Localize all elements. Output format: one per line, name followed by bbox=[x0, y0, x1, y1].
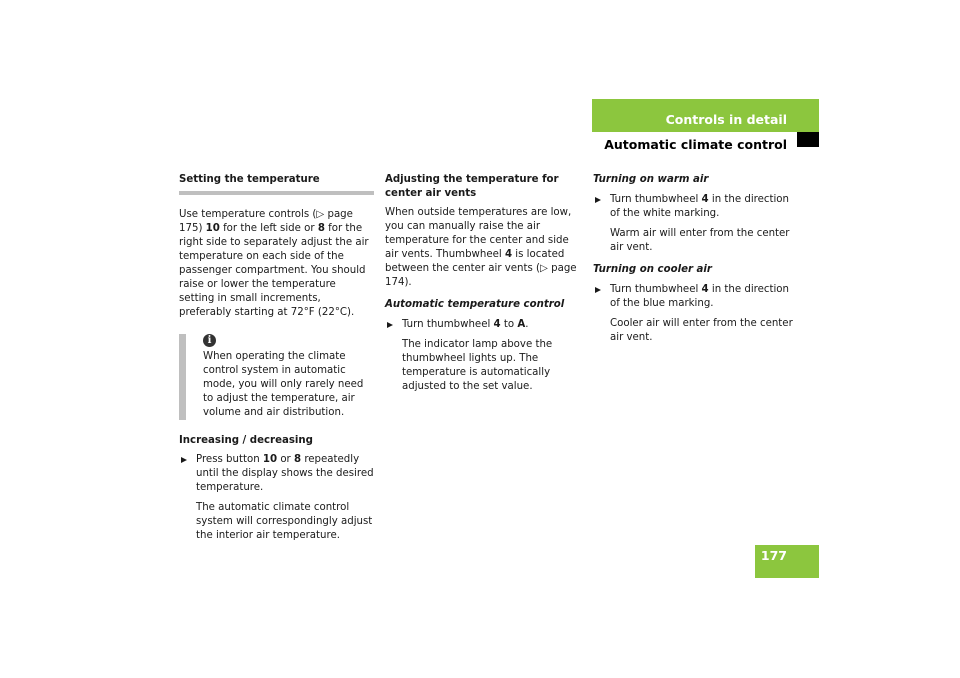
bold-reference: 4 bbox=[701, 194, 709, 205]
header-marker bbox=[797, 132, 819, 147]
instruction-step bbox=[593, 283, 793, 311]
step-result: The indicator lamp above the thumbwheel lights up. The temperature is automatically adjusted to the set value. bbox=[402, 339, 553, 392]
step-text bbox=[610, 194, 789, 219]
text-run: page 175) bbox=[179, 209, 353, 234]
text-run: repeatedly until the display shows the desired temperature. bbox=[196, 454, 374, 493]
text-run: . bbox=[525, 319, 529, 330]
text-run: Use temperature controls ( bbox=[179, 209, 317, 220]
page-header bbox=[592, 99, 819, 152]
intro-paragraph bbox=[179, 208, 374, 320]
note-text: When operating the climate control system in automatic mode, you will only rarely need to adjust the temperature, air volume and air distribution. bbox=[203, 351, 364, 418]
bold-reference: 4 bbox=[493, 319, 501, 330]
heading-automatic-control: Automatic temperature control bbox=[385, 299, 565, 310]
text-run: page 174). bbox=[385, 263, 577, 288]
step-text bbox=[402, 319, 528, 330]
bold-reference: 8 bbox=[293, 454, 302, 465]
column-middle bbox=[385, 173, 585, 402]
text-run: to bbox=[500, 319, 518, 330]
bold-reference: 4 bbox=[504, 249, 513, 260]
text-run: for the right side to separately adjust the air temperature on each side of the passenger compartment. You should raise or lower the temperature setting in small increments, preferably starting at 72°F (22°C). bbox=[179, 223, 369, 318]
section-subtitle: Automatic climate control bbox=[604, 137, 787, 152]
page-number: 177 bbox=[760, 548, 787, 563]
step-result: Warm air will enter from the center air vent. bbox=[610, 228, 790, 253]
arrow-bullet-icon bbox=[181, 457, 187, 463]
section-title: Controls in detail bbox=[665, 112, 787, 127]
text-run: or bbox=[277, 454, 294, 465]
info-icon: i bbox=[203, 334, 216, 347]
heading-warm-air: Turning on warm air bbox=[593, 174, 709, 185]
heading-setting-temperature: Setting the temperature bbox=[179, 173, 374, 195]
column-right bbox=[593, 173, 793, 353]
info-note bbox=[179, 334, 374, 420]
step-text bbox=[610, 284, 789, 309]
page-number-tab bbox=[755, 545, 819, 578]
header-tab bbox=[592, 99, 819, 132]
arrow-bullet-icon bbox=[595, 287, 601, 293]
text-run: in the direction of the white marking. bbox=[610, 194, 789, 219]
arrow-bullet-icon bbox=[387, 322, 393, 328]
text-run: ▷ bbox=[540, 263, 548, 274]
text-run: Press button bbox=[196, 454, 263, 465]
text-run: When outside temperatures are low, you can manually raise the air temperature for the center and side air vents. Thumbwheel bbox=[385, 207, 572, 260]
text-run: Turn thumbwheel bbox=[610, 284, 702, 295]
arrow-bullet-icon bbox=[595, 197, 601, 203]
column-left bbox=[179, 173, 374, 551]
text-run: for the left side or bbox=[219, 223, 318, 234]
bold-reference: 10 bbox=[262, 454, 278, 465]
step-text bbox=[196, 454, 374, 493]
heading-increasing-decreasing: Increasing / decreasing bbox=[179, 435, 313, 446]
step-result: Cooler air will enter from the center air vent. bbox=[610, 318, 793, 343]
instruction-step bbox=[179, 453, 374, 495]
text-run: is located between the center air vents ( bbox=[385, 249, 565, 274]
intro-paragraph bbox=[385, 206, 585, 290]
bold-reference: 8 bbox=[317, 223, 325, 234]
text-run: Turn thumbwheel bbox=[610, 194, 702, 205]
instruction-step bbox=[593, 193, 793, 221]
heading-center-vents: Adjusting the temperature for center air vents bbox=[385, 174, 559, 199]
step-result: The automatic climate control system will correspondingly adjust the interior air temperature. bbox=[196, 502, 373, 541]
heading-cooler-air: Turning on cooler air bbox=[593, 264, 712, 275]
text-run: Turn thumbwheel bbox=[402, 319, 494, 330]
bold-reference: 10 bbox=[205, 223, 220, 234]
instruction-step bbox=[385, 318, 585, 332]
text-run: ▷ bbox=[316, 209, 325, 220]
text-run: in the direction of the blue marking. bbox=[610, 284, 789, 309]
bold-reference: 4 bbox=[701, 284, 709, 295]
bold-reference: A bbox=[517, 319, 526, 330]
